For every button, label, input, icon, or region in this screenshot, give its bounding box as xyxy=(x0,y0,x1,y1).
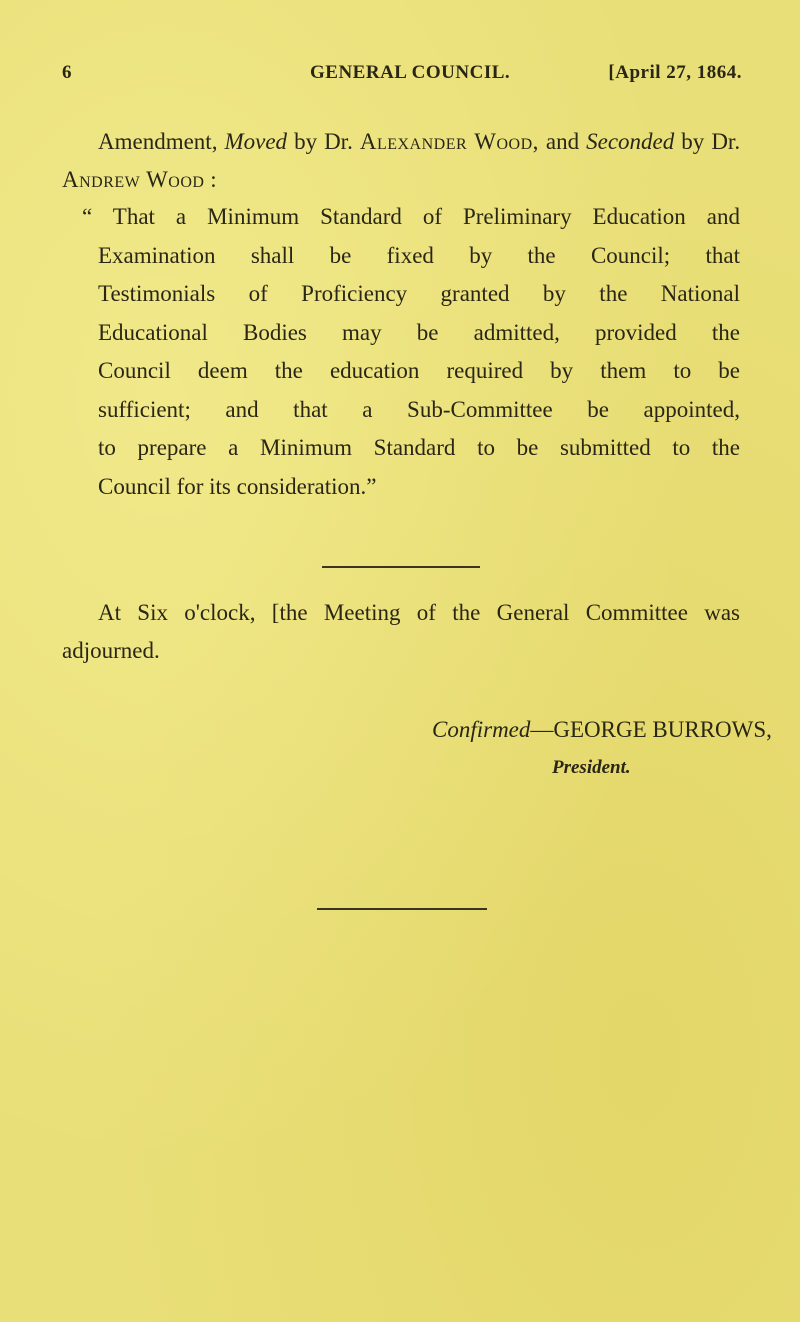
running-head xyxy=(62,62,742,92)
mover-name: Alexander Wood, xyxy=(359,129,539,154)
by-text: by xyxy=(681,129,705,154)
adjournment-line-2: adjourned. xyxy=(62,638,160,663)
by-dr-text: by Dr. xyxy=(294,129,353,154)
resolution-line: “ That a Minimum Standard of Preliminary Education and xyxy=(82,204,740,229)
section-divider xyxy=(322,566,480,568)
adjournment-line-1: At Six o'clock, [the Meeting of the General Committee was xyxy=(98,600,740,625)
resolution-line: Council for its consideration.” xyxy=(98,473,377,499)
confirmed-dash: — xyxy=(530,717,554,742)
resolution-line: Council deem the education required by them to be xyxy=(98,358,740,383)
resolution-line: sufficient; and that a Sub-Committee be appointed, xyxy=(98,396,740,422)
amendment-paragraph xyxy=(62,123,740,199)
confirmation-line xyxy=(432,717,772,743)
amendment-lead: Amendment, xyxy=(98,129,218,154)
colon-text: : xyxy=(210,167,217,192)
signatory-name: GEORGE BURROWS, xyxy=(553,717,772,742)
seconder-name: Andrew Wood xyxy=(62,167,205,192)
resolution-line: Educational Bodies may be admitted, provided the xyxy=(98,319,740,345)
adjournment-paragraph xyxy=(62,594,740,670)
resolution-quote xyxy=(82,198,740,506)
confirmed-label: Confirmed xyxy=(432,717,531,742)
resolution-line: to prepare a Minimum Standard to be submitted to the xyxy=(98,435,740,460)
moved-label: Moved xyxy=(224,129,288,154)
running-title: GENERAL COUNCIL. xyxy=(310,62,511,83)
resolution-line: Testimonials of Proficiency granted by the National xyxy=(98,281,740,306)
end-rule xyxy=(317,908,487,910)
signatory-role: President. xyxy=(552,757,631,778)
seconded-label: Seconded xyxy=(586,129,675,154)
running-date: [April 27, 1864. xyxy=(608,62,742,83)
dr-text: Dr. xyxy=(711,129,741,154)
page-number: 6 xyxy=(62,62,72,83)
resolution-line: Examination shall be fixed by the Council; that xyxy=(98,242,740,268)
and-text: and xyxy=(545,129,580,154)
